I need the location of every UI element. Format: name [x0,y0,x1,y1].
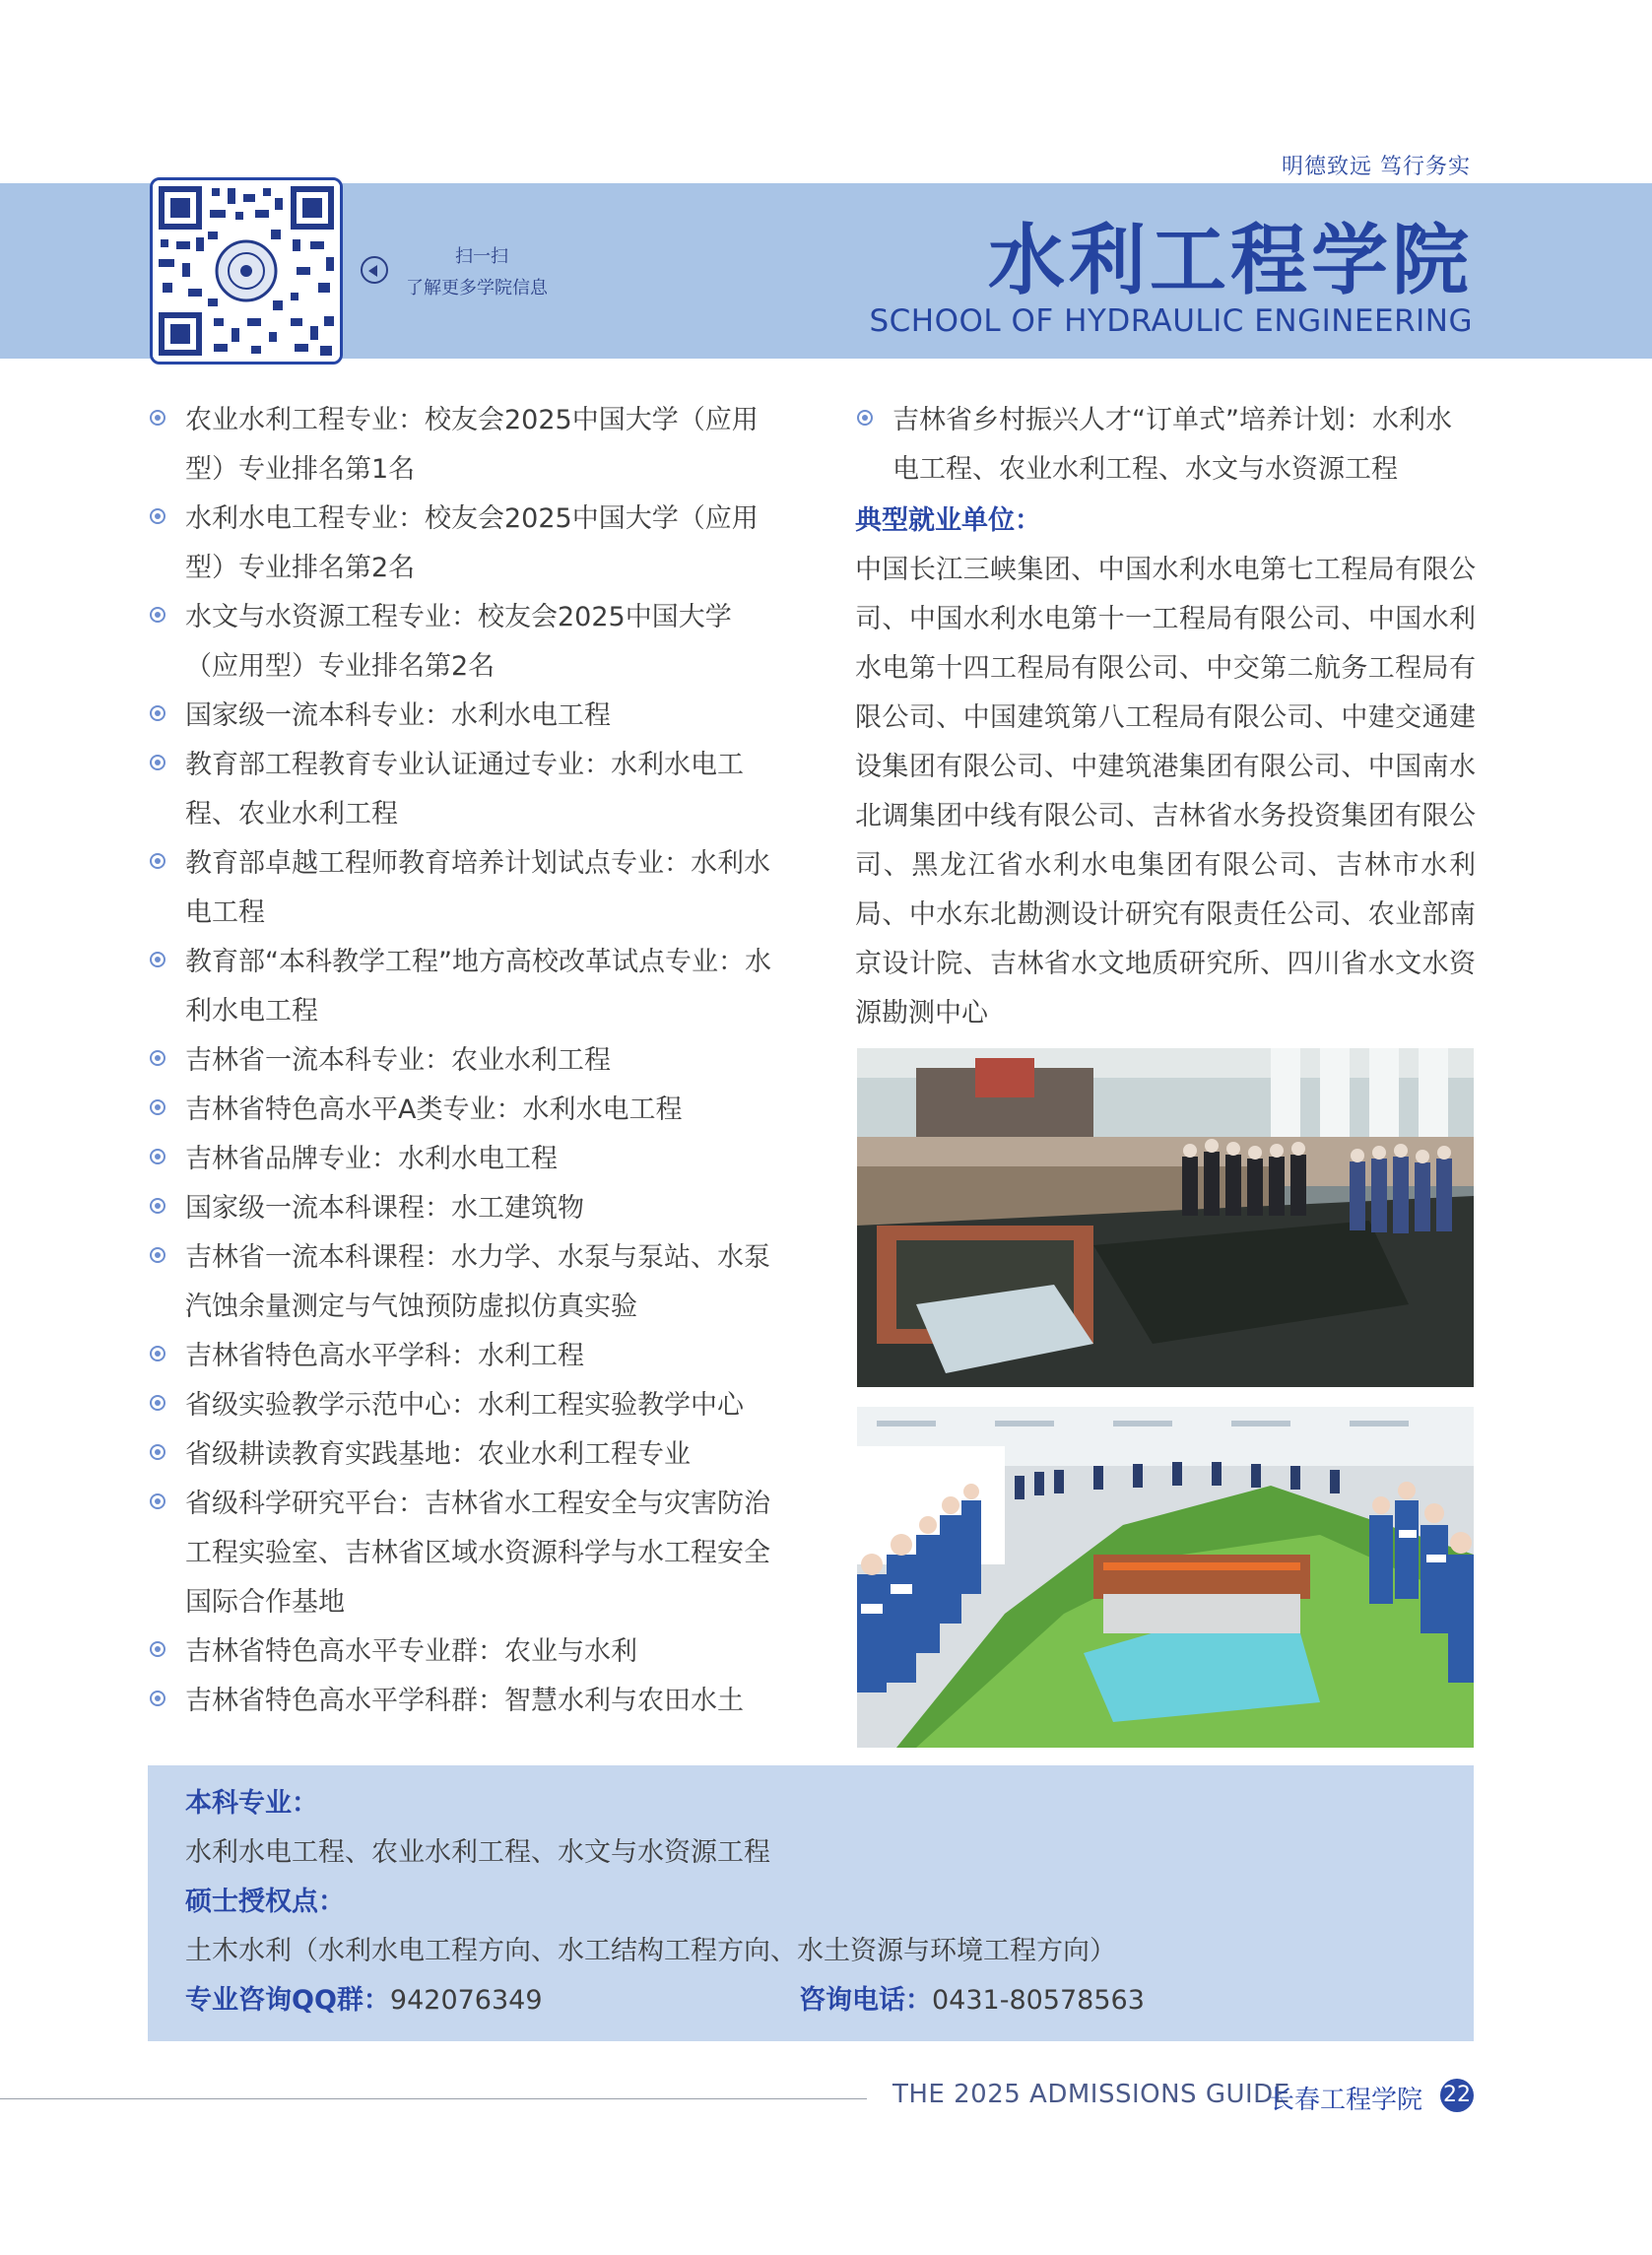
phone-value[interactable]: 0431-80578563 [932,1985,1145,2016]
master-label: 硕士授权点： [185,1887,345,1917]
list-item: 教育部卓越工程师教育培养计划试点专业：水利水电工程 [148,839,778,938]
bullet-icon [148,396,185,443]
lab-photo-flume [857,1048,1474,1387]
bullet-icon [148,839,185,887]
list-item: 农业水利工程专业：校友会2025中国大学（应用型）专业排名第1名 [148,396,778,495]
honors-list [148,396,778,1726]
bullet-icon [148,692,185,739]
bullet-icon [148,1086,185,1133]
phone-label: 咨询电话： [799,1985,932,2016]
bullet-icon [148,1135,185,1182]
list-item: 吉林省乡村振兴人才“订单式”培养计划：水利水电工程、农业水利工程、水文与水资源工程 [855,396,1476,495]
list-item: 水利水电工程专业：校友会2025中国大学（应用型）专业排名第2名 [148,495,778,593]
footer-divider [0,2098,867,2099]
bullet-icon [855,396,892,443]
bullet-icon [148,938,185,985]
bullet-icon [148,593,185,640]
list-item: 教育部工程教育专业认证通过专业：水利水电工程、农业水利工程 [148,741,778,839]
bullet-icon [148,1332,185,1379]
bullet-icon [148,1036,185,1084]
list-item: 吉林省特色高水平专业群：农业与水利 [148,1627,778,1677]
master-value: 土木水利（水利水电工程方向、水工结构工程方向、水土资源与环境工程方向） [185,1936,1116,1966]
bullet-icon [148,1381,185,1428]
employers-text: 中国长江三峡集团、中国水利水电第七工程局有限公司、中国水利水电第十一工程局有限公司、中国水利水电第十四工程局有限公司、中交第二航务工程局有限公司、中国建筑第八工程局有限公司、中建交通建设集团有限公司、中建筑港集团有限公司、中国南水北调集团中线有限公司、吉林省水务投资集团有限公司、黑龙江省水利水电集团有限公司、吉林市水利局、中水东北勘测设计研究有限责任公司、农业部南京设计院、吉林省水文地质研究所、四川省水文水资源勘测中心 [855,555,1476,1028]
list-item: 水文与水资源工程专业：校友会2025中国大学（应用型）专业排名第2名 [148,593,778,692]
scan-description: 了解更多学院信息 [406,278,548,298]
qq-label: 专业咨询QQ群： [185,1985,390,2016]
left-arrow-icon [361,256,388,284]
bullet-icon [148,1430,185,1478]
list-item: 吉林省特色高水平学科：水利工程 [148,1332,778,1381]
list-item: 省级耕读教育实践基地：农业水利工程专业 [148,1430,778,1480]
page-subtitle: SCHOOL OF HYDRAULIC ENGINEERING [869,303,1473,339]
list-item: 吉林省特色高水平A类专业：水利水电工程 [148,1086,778,1135]
qr-code[interactable] [150,177,343,365]
qq-value[interactable]: 942076349 [389,1985,543,2016]
bullet-icon [148,1677,185,1724]
list-item: 省级科学研究平台：吉林省水工程安全与灾害防治工程实验室、吉林省区域水资源科学与水工程安全国际合作基地 [148,1480,778,1627]
bullet-icon [148,741,185,788]
list-item: 国家级一流本科专业：水利水电工程 [148,692,778,741]
contact-row [185,1976,1444,2025]
bullet-icon [148,1480,185,1527]
list-item: 吉林省一流本科课程：水力学、水泵与泵站、水泵汽蚀余量测定与气蚀预防虚拟仿真实验 [148,1233,778,1332]
list-item: 省级实验教学示范中心：水利工程实验教学中心 [148,1381,778,1430]
list-item: 吉林省一流本科专业：农业水利工程 [148,1036,778,1086]
page-number: 22 [1440,2079,1474,2112]
bullet-icon [148,1233,185,1281]
list-item: 吉林省特色高水平学科群：智慧水利与农田水土 [148,1677,778,1726]
majors-value: 水利水电工程、农业水利工程、水文与水资源工程 [185,1837,770,1868]
bullet-icon [148,1184,185,1231]
motto: 明德致远 笃行务实 [1282,155,1471,179]
bullet-icon [148,1627,185,1675]
majors-label: 本科专业： [185,1788,318,1819]
list-item: 教育部“本科教学工程”地方高校改革试点专业：水利水电工程 [148,938,778,1036]
list-item: 国家级一流本科课程：水工建筑物 [148,1184,778,1233]
footer-school: 长春工程学院 [1269,2086,1423,2115]
list-item: 吉林省品牌专业：水利水电工程 [148,1135,778,1184]
bullet-icon [148,495,185,542]
info-panel [148,1765,1474,2041]
right-column [855,396,1476,1038]
footer-guide: THE 2025 ADMISSIONS GUIDE [892,2080,1290,2109]
scan-label: 扫一扫 [455,246,508,267]
page-title: 水利工程学院 [987,216,1473,305]
employers-heading: 典型就业单位： [855,505,1041,536]
lab-photo-dam-model [857,1407,1474,1748]
